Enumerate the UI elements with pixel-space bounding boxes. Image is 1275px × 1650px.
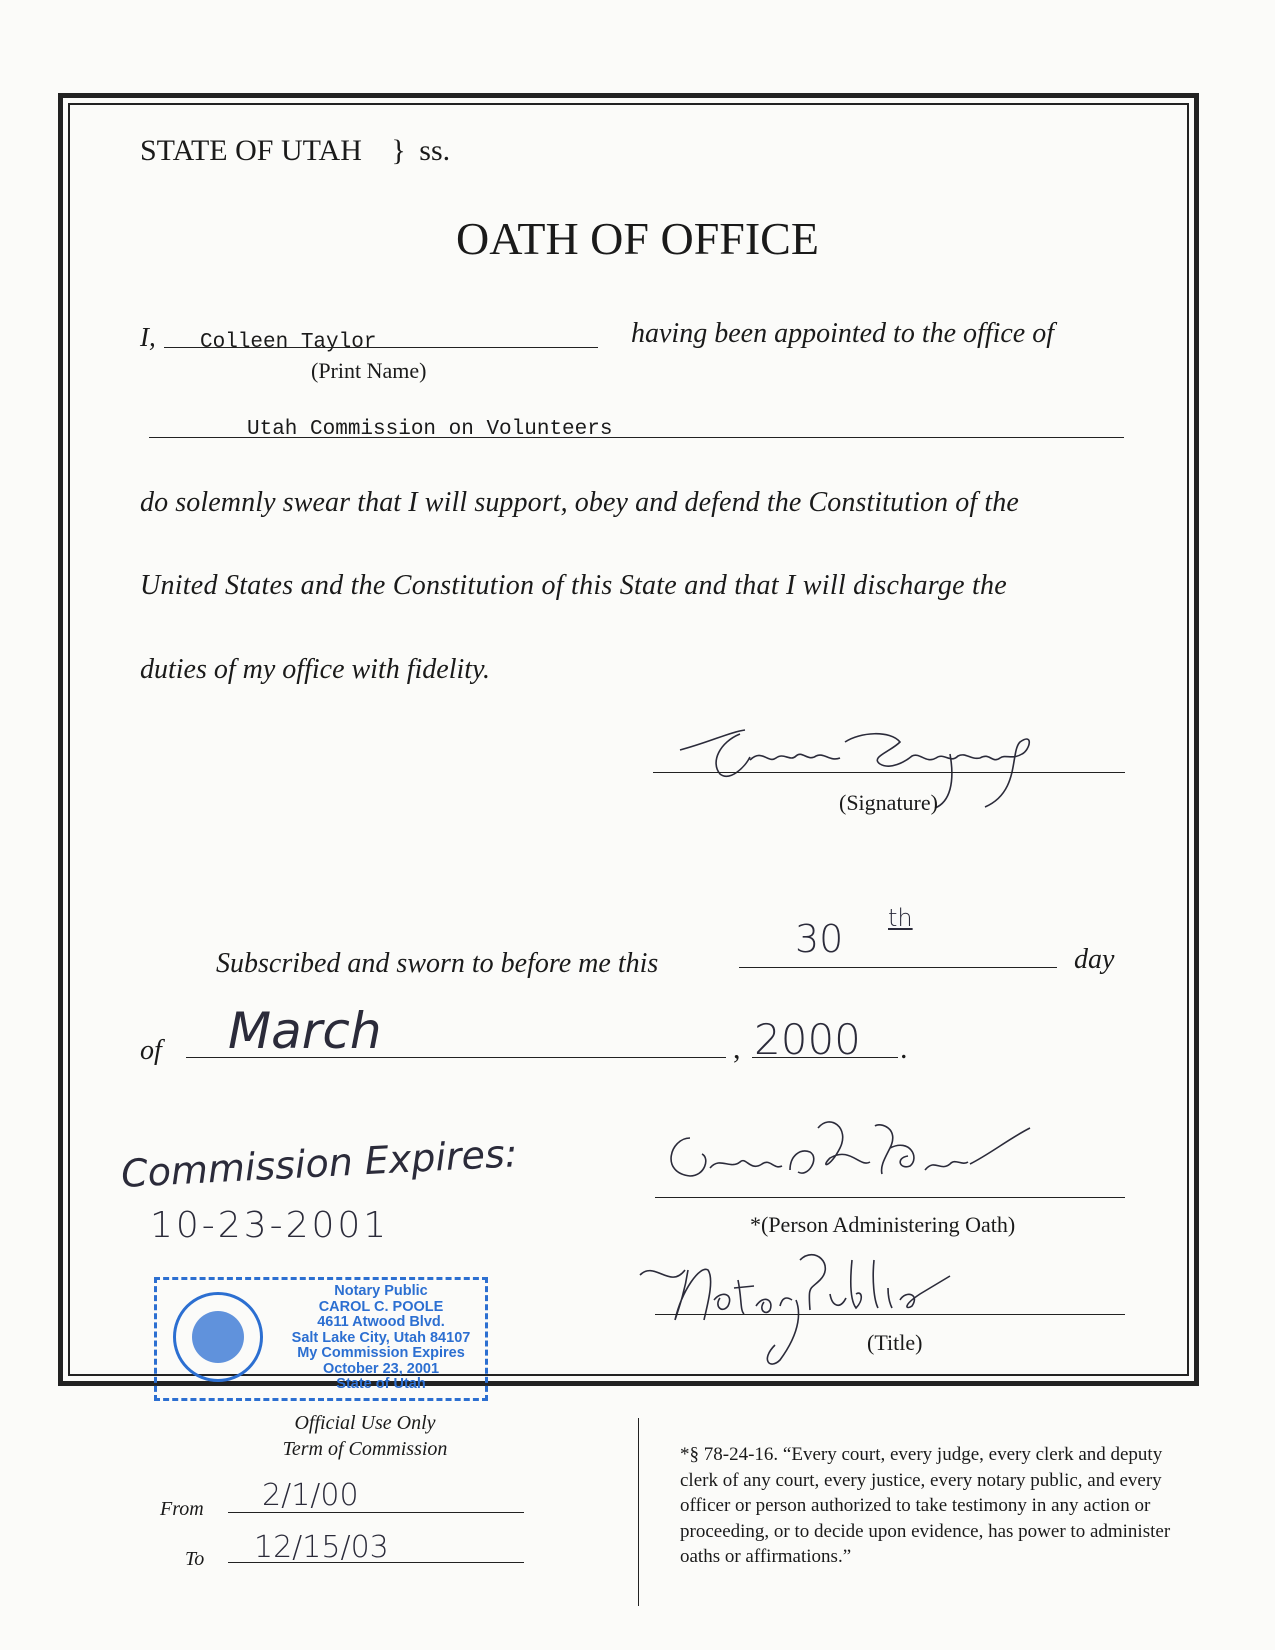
signature-line xyxy=(653,772,1125,773)
month-value: March xyxy=(228,1002,382,1060)
month-line xyxy=(186,1057,726,1058)
from-label: From xyxy=(160,1498,204,1520)
print-name-value: Colleen Taylor xyxy=(200,331,377,354)
day-value: 30 xyxy=(795,917,844,961)
day-label: day xyxy=(1074,944,1115,975)
administrator-caption: *(Person Administering Oath) xyxy=(750,1212,1016,1237)
brace: } xyxy=(391,134,406,167)
to-line xyxy=(228,1562,524,1563)
notary-stamp xyxy=(154,1277,488,1401)
print-name-caption: (Print Name) xyxy=(311,358,427,383)
state-heading xyxy=(140,134,450,168)
subscribed-text: Subscribed and sworn to before me this xyxy=(216,948,659,979)
year-line xyxy=(752,1057,898,1058)
oath-line-3: duties of my office with fidelity. xyxy=(140,654,490,685)
statute-text: *§ 78-24-16. “Every court, every judge, every clerk and deputy clerk of any court, every justice, every notary public, and every officer or person authorized to take testimony in any action or proceeding, or to decide upon evidence, has power to administer oaths or affirmations.” xyxy=(680,1444,1171,1567)
stamp-line: Salt Lake City, Utah 84107 xyxy=(291,1329,471,1346)
title-caption: (Title) xyxy=(867,1330,923,1355)
stamp-line: 4611 Atwood Blvd. xyxy=(317,1314,445,1330)
column-divider xyxy=(638,1418,639,1606)
appointed-text: having been appointed to the office of xyxy=(631,318,1055,349)
day-line xyxy=(739,967,1057,968)
document-title: OATH OF OFFICE xyxy=(456,213,819,264)
official-use-title: Official Use Only xyxy=(294,1412,436,1434)
i-prefix: I, xyxy=(140,322,156,352)
signature-caption: (Signature) xyxy=(839,790,938,815)
office-line xyxy=(149,437,1124,438)
oath-line-2: United States and the Constitution of this State and that I will discharge the xyxy=(140,570,1007,601)
administrator-signature-line xyxy=(655,1197,1125,1198)
ss-label: ss. xyxy=(419,134,451,167)
administrator-signature-handwriting xyxy=(650,1118,1050,1198)
of-label: of xyxy=(140,1035,162,1066)
day-suffix: th xyxy=(888,904,913,932)
stamp-line: October 23, 2001 xyxy=(322,1360,440,1377)
stamp-line: Notary Public xyxy=(334,1283,428,1299)
to-label: To xyxy=(185,1548,205,1570)
to-value: 12/15/03 xyxy=(254,1530,389,1565)
stamp-line: State of Utah xyxy=(336,1376,426,1392)
title-line xyxy=(655,1314,1125,1315)
year-value: 2000 xyxy=(754,1015,861,1064)
state-seal-icon xyxy=(173,1292,263,1382)
print-name-line xyxy=(164,347,598,348)
stamp-line: CAROL C. POOLE xyxy=(318,1298,444,1315)
from-line xyxy=(228,1512,524,1513)
comma: , xyxy=(733,1032,741,1065)
official-use-subtitle: Term of Commission xyxy=(282,1438,448,1460)
title-handwriting xyxy=(630,1250,1010,1370)
from-value: 2/1/00 xyxy=(262,1478,359,1513)
period: . xyxy=(900,1032,908,1065)
stamp-line: My Commission Expires xyxy=(297,1345,465,1361)
stamp-text xyxy=(275,1284,487,1393)
office-value: Utah Commission on Volunteers xyxy=(247,418,613,441)
state-name: STATE OF UTAH xyxy=(140,134,362,167)
commission-expires-date: 10-23-2001 xyxy=(150,1205,390,1246)
commission-expires-note: Commission Expires: xyxy=(120,1131,519,1196)
oath-line-1: do solemnly swear that I will support, obey and defend the Constitution of the xyxy=(140,487,1019,518)
